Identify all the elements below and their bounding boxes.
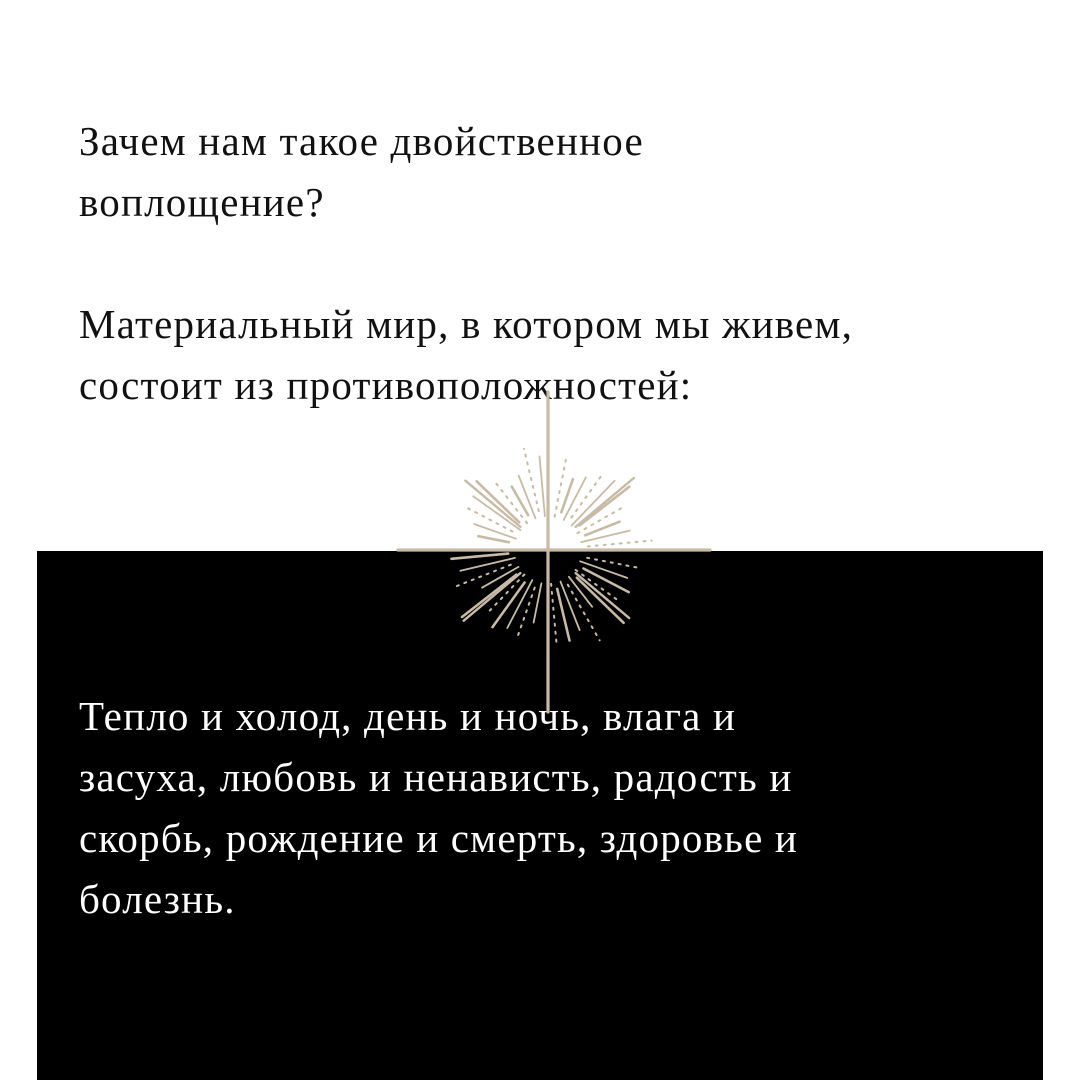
starburst-dotted-ray <box>555 454 567 517</box>
opposites-line-3: скорбь, рождение и смерть, здоровье и <box>79 815 799 861</box>
starburst-ray <box>580 487 630 526</box>
starburst-diagonal-ray <box>576 478 634 527</box>
question-text <box>79 111 644 233</box>
statement-line-2: состоит из противоположностей: <box>79 362 693 408</box>
opposites-text <box>79 686 798 930</box>
starburst-ray <box>581 531 630 543</box>
starburst-ray <box>477 481 520 522</box>
starburst-ray <box>512 487 528 516</box>
starburst-ray <box>473 496 520 530</box>
starburst-ray <box>585 522 619 536</box>
starburst-dotted-ray <box>571 475 601 517</box>
starburst-ray <box>540 456 545 516</box>
starburst-ray <box>519 476 536 519</box>
starburst-ray <box>561 479 573 512</box>
starburst-ray <box>474 524 516 539</box>
opposites-line-1: Тепло и холод, день и ночь, влага и <box>79 693 737 739</box>
opposites-line-4: болезнь. <box>79 876 236 922</box>
opposites-line-2: засуха, любовь и ненависть, радость и <box>79 754 793 800</box>
starburst-ray <box>572 481 615 526</box>
question-line-2: воплощение? <box>79 179 325 225</box>
statement-text <box>79 294 853 416</box>
question-line-1: Зачем нам такое двойственное <box>79 118 644 164</box>
starburst-dotted-ray <box>588 541 652 547</box>
starburst-dotted-ray <box>524 449 539 511</box>
starburst-diagonal-ray <box>465 481 520 527</box>
statement-line-1: Материальный мир, в котором мы живем, <box>79 301 854 347</box>
starburst-dotted-ray <box>578 507 623 533</box>
starburst-dotted-ray <box>466 508 512 532</box>
starburst-dotted-ray <box>495 482 527 523</box>
starburst-ray <box>478 536 509 542</box>
starburst-ray <box>564 477 586 520</box>
